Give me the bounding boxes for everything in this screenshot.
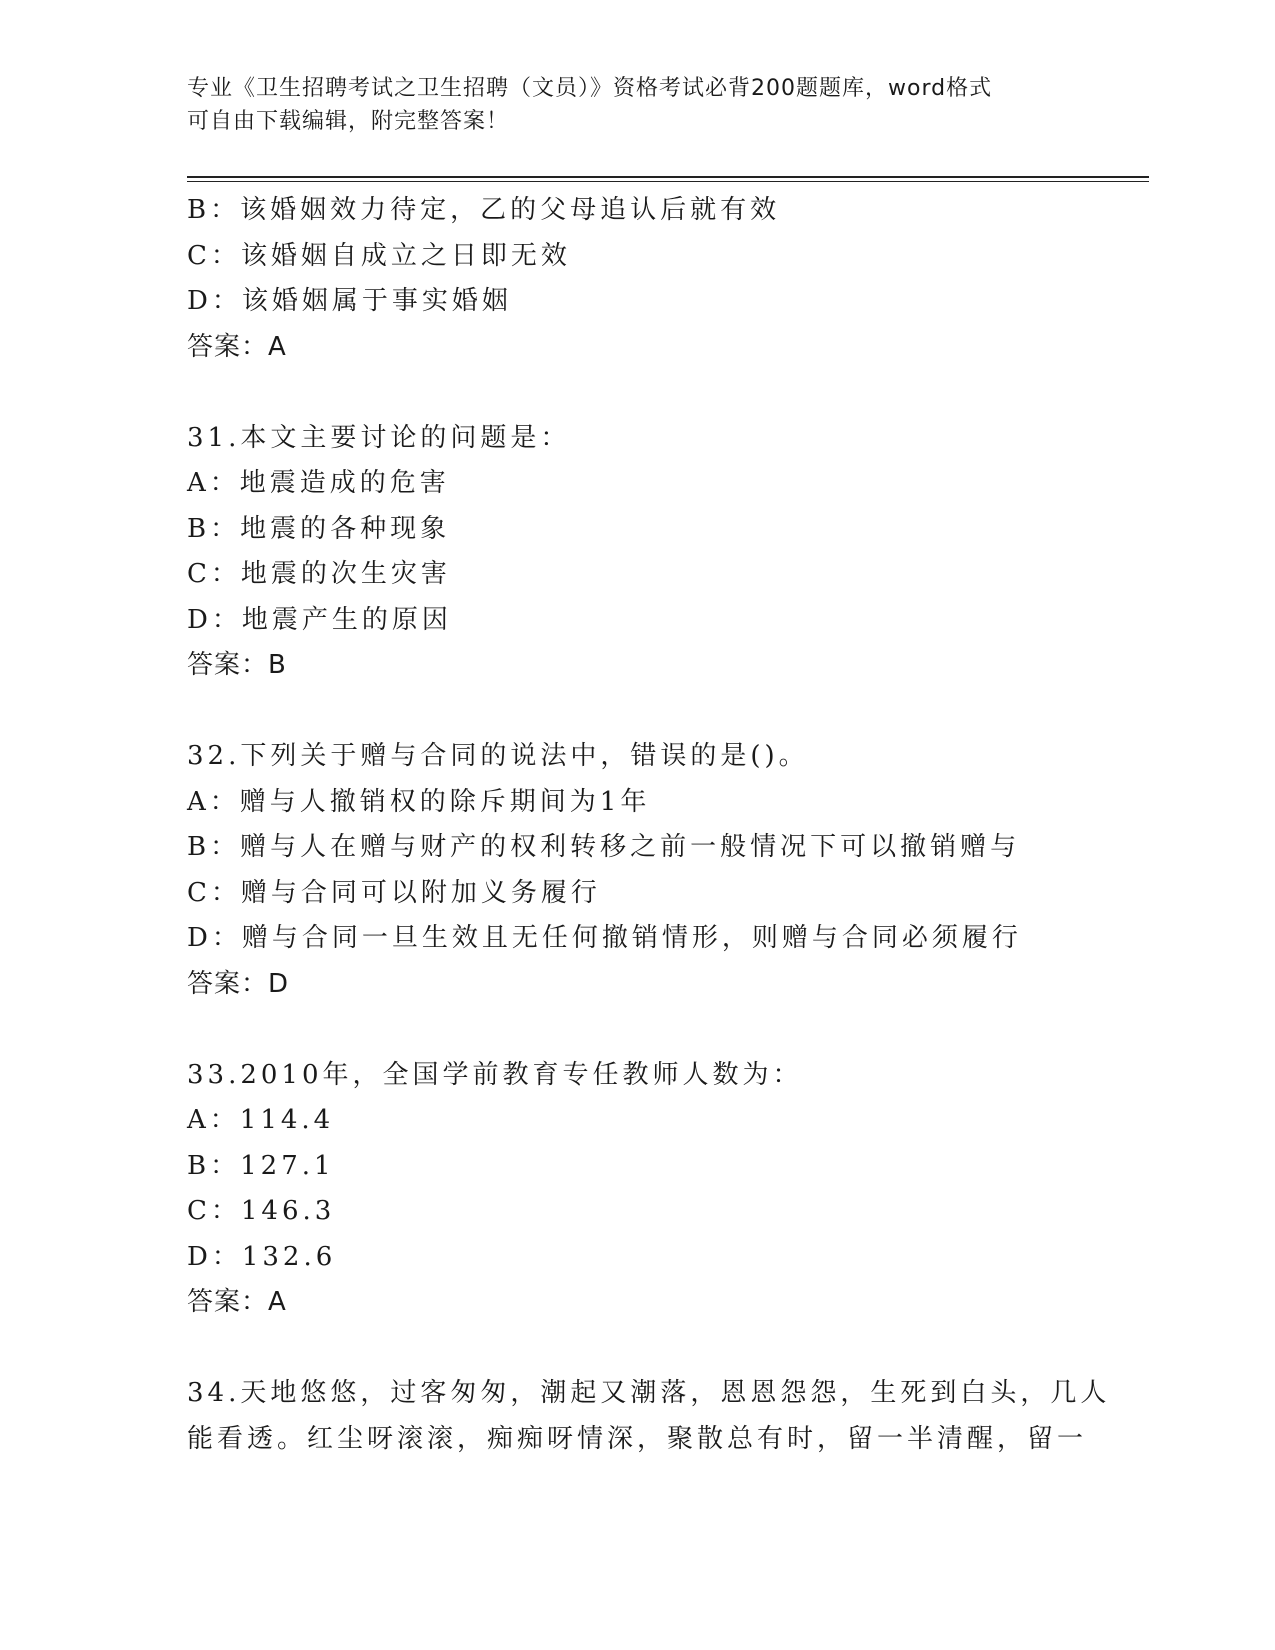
option-c: C：该婚姻自成立之日即无效 [187,240,571,271]
document-header [187,72,1087,138]
answer: 答案：D [187,968,290,999]
option-c: C：146.3 [187,1196,336,1226]
answer: 答案：A [187,1287,287,1317]
header-divider-thin [187,181,1149,182]
spacer [187,1326,1087,1372]
question-31 [187,416,1087,689]
option-a: A：赠与人撤销权的除斥期间为1年 [187,786,651,817]
option-b: B：127.1 [187,1150,335,1181]
option-d: D：该婚姻属于事实婚姻 [187,286,512,316]
spacer [187,1007,1087,1053]
question-30-tail [187,188,1087,370]
option-b: B：该婚姻效力待定，乙的父母追认后就有效 [187,195,781,225]
question-stem: 32.下列关于赠与合同的说法中，错误的是()。 [187,741,809,771]
question-stem: 31.本文主要讨论的问题是： [187,422,571,453]
option-b: B：赠与人在赠与财产的权利转移之前一般情况下可以撤销赠与 [187,832,1021,862]
question-stem-line-2: 能看透。红尘呀滚滚，痴痴呀情深，聚散总有时，留一半清醒，留一 [187,1423,1088,1454]
option-b: B：地震的各种现象 [187,513,451,544]
option-a: A：114.4 [187,1105,335,1135]
option-c: C：赠与合同可以附加义务履行 [187,877,601,908]
option-a: A：地震造成的危害 [187,468,450,498]
option-d: D：赠与合同一旦生效且无任何撤销情形，则赠与合同必须履行 [187,923,1022,953]
option-d: D：地震产生的原因 [187,604,452,635]
answer: 答案：A [187,331,287,362]
spacer [187,370,1087,416]
option-c: C：地震的次生灾害 [187,559,451,589]
header-title-line-2: 可自由下载编辑，附完整答案！ [187,109,510,134]
option-d: D：132.6 [187,1241,337,1272]
question-32 [187,734,1087,1007]
question-33 [187,1053,1087,1326]
question-34 [187,1371,1111,1462]
question-list [187,188,1111,1462]
spacer [187,689,1087,735]
question-stem-line-1: 34.天地悠悠，过客匆匆，潮起又潮落，恩恩怨怨，生死到白头，几人 [187,1378,1111,1408]
question-stem: 33.2010年，全国学前教育专任教师人数为： [187,1059,803,1090]
header-divider-thick [187,176,1149,178]
header-title-line-1: 专业《卫生招聘考试之卫生招聘（文员）》资格考试必背200题题库，word格式 [187,76,993,101]
answer: 答案：B [187,650,287,680]
